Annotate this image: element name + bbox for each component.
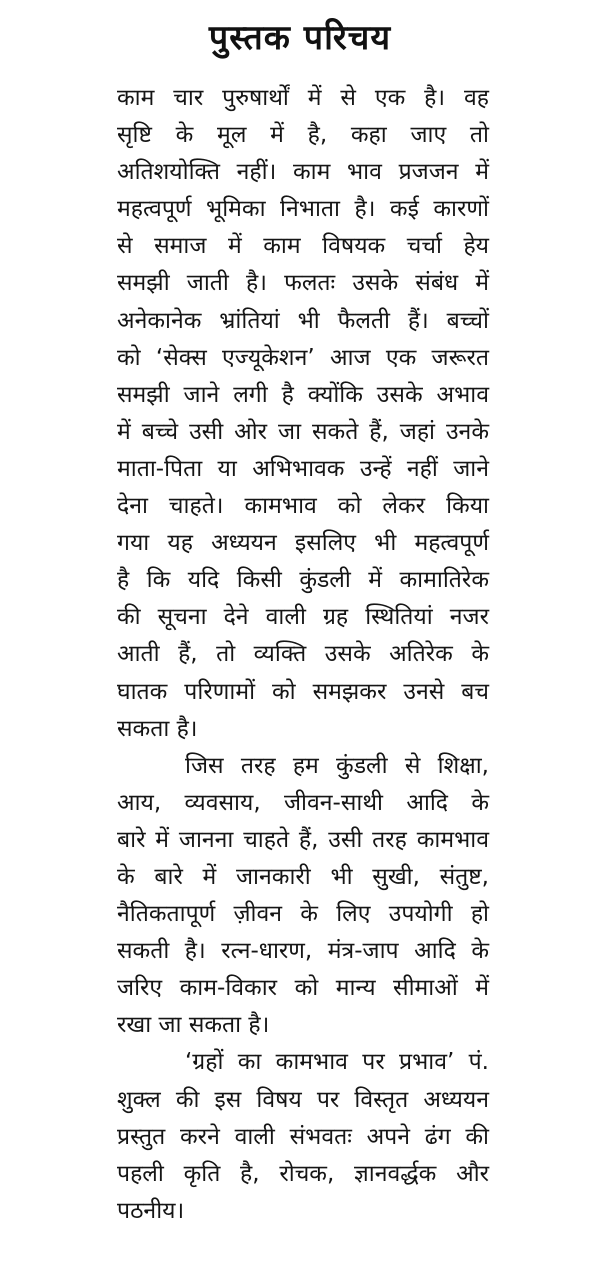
text-line: अनेकानेक भ्रांतियां भी फैलती हैं। बच्चों [117, 307, 489, 334]
text-line: महत्वपूर्ण भूमिका निभाता है। कई कारणों [117, 196, 489, 223]
text-line: समझी जाने लगी है क्योंकि उसके अभाव [117, 381, 489, 408]
text-line: देना चाहते। कामभाव को लेकर किया [117, 493, 489, 520]
text-line: पठनीय। [117, 1197, 185, 1224]
text-line: में बच्चे उसी ओर जा सकते हैं, जहां उनके [117, 418, 489, 445]
text-line: अतिशयोक्ति नहीं। काम भाव प्रजजन में [117, 159, 489, 186]
text-line: घातक परिणामों को समझकर उनसे बच [117, 678, 489, 705]
text-line: समझी जाती है। फलतः उसके संबंध में [117, 270, 489, 297]
text-line: गया यह अध्ययन इसलिए भी महत्वपूर्ण [117, 530, 489, 557]
text-line: आती हैं, तो व्यक्ति उसके अतिरेक के [117, 641, 489, 668]
text-line: के बारे में जानकारी भी सुखी, संतुष्ट, [117, 863, 489, 890]
text-line: पहली कृति है, रोचक, ज्ञानवर्द्धक और [117, 1160, 489, 1187]
text-line: प्रस्तुत करने वाली संभवतः अपने ढंग की [117, 1123, 489, 1150]
text-line: जिस तरह हम कुंडली से शिक्षा, [185, 752, 489, 779]
body-text [117, 80, 489, 1230]
text-line: ‘ग्रहों का कामभाव पर प्रभाव’ पं. [185, 1049, 489, 1076]
text-line: सकता है। [117, 715, 198, 742]
text-line: रखा जा सकता है। [117, 1012, 270, 1039]
page-title: पुस्तक परिचय [208, 18, 392, 58]
text-line: नैतिकतापूर्ण ज़ीवन के लिए उपयोगी हो [117, 901, 489, 928]
text-line: आय, व्यवसाय, जीवन-साथी आदि के [117, 789, 489, 816]
text-line: की सूचना देने वाली ग्रह स्थितियां नजर [117, 604, 489, 631]
text-line: को ‘सेक्स एज्यूकेशन’ आज एक जरूरत [117, 344, 489, 371]
text-line: बारे में जानना चाहते हैं, उसी तरह कामभाव [117, 826, 489, 853]
text-line: माता-पिता या अभिभावक उन्हें नहीं जाने [117, 455, 489, 482]
text-line: सृष्टि के मूल में है, कहा जाए तो [117, 122, 489, 149]
text-line: है कि यदि किसी कुंडली में कामातिरेक [117, 567, 489, 594]
text-line: काम चार पुरुषार्थों में से एक है। वह [117, 85, 489, 111]
text-line: सकती है। रत्न-धारण, मंत्र-जाप आदि के [117, 938, 489, 965]
text-line: जरिए काम-विकार को मान्य सीमाओं में [117, 975, 489, 1002]
text-line: शुक्ल की इस विषय पर विस्तृत अध्ययन [117, 1086, 489, 1113]
text-line: से समाज में काम विषयक चर्चा हेय [117, 233, 489, 260]
